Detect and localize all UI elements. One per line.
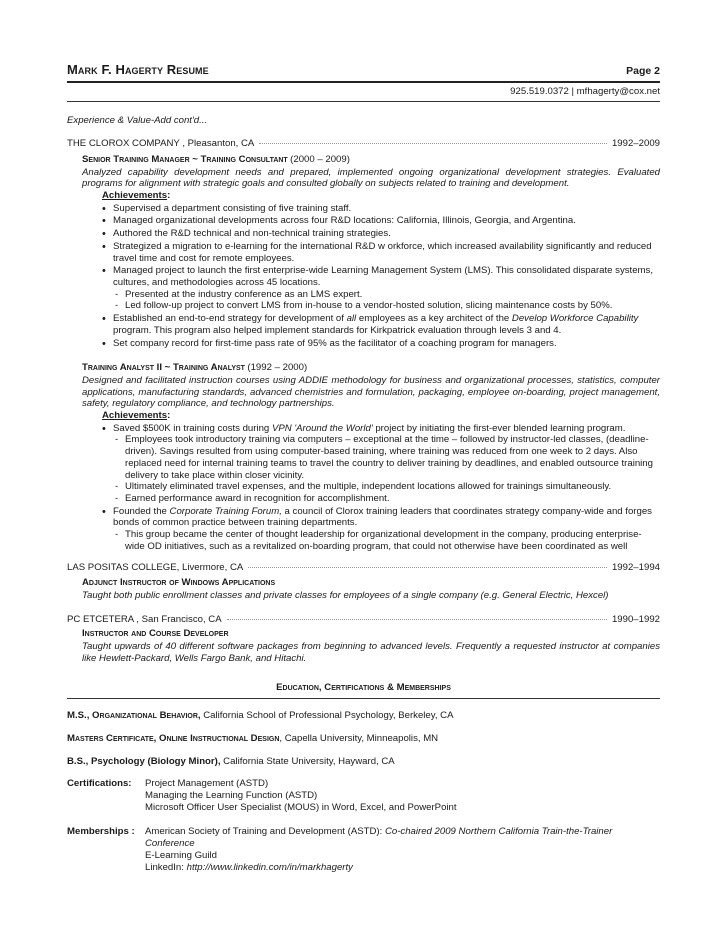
list-item: • Established an end-to-end strategy for development of all employees as a key architect of the Develop Workforce Capability program. This program also helped implement standards for Kirkpatrick evaluation through levels 3 and 4. — [102, 313, 660, 336]
list-item: E-Learning Guild — [145, 850, 217, 862]
sub-list — [113, 434, 660, 504]
sub-item: - This group became the center of thought leadership for organizational development in the company, producing enterprise-wide OD initiatives, such as a revitalized on-boarding program, that could not otherwise have been coordinated as well — [113, 529, 660, 552]
role-adjunct-instructor — [82, 577, 660, 601]
dot-leader — [248, 567, 607, 568]
education-heading: Education, Certifications & Memberships — [67, 682, 660, 699]
degree-ms: M.S., Organizational Behavior, California School of Professional Psychology, Berkeley, CA — [67, 710, 454, 722]
degree-masters-certificate: Masters Certificate, Online Instructional Design, Capella University, Minneapolis, MN — [67, 732, 439, 744]
memberships-list — [145, 826, 660, 874]
experience-intro: Experience & Value-Add cont'd... — [67, 114, 208, 126]
role-title: Senior Training Manager ~ Training Consultant (2000 – 2009) — [82, 153, 350, 165]
list-item: Microsoft Officer User Specialist (MOUS) in Word, Excel, and PowerPoint — [145, 802, 457, 814]
resume-page — [67, 62, 660, 874]
role-description: Designed and facilitated instruction courses using ADDIE methodology for business and organizational processes, statistics, computer applications, manufacturing standards, advanced chemistries and formulation, packaging, employee on-boarding, project management, safety, regulatory compliance, and technology partnerships. — [82, 374, 660, 410]
role-title: Instructor and Course Developer — [82, 628, 229, 640]
page-number: Page 2 — [626, 65, 660, 77]
list-item: • Authored the R&D technical and non-technical training strategies. — [102, 228, 660, 240]
list-item: LinkedIn: http://www.linkedin.com/in/markhagerty — [145, 862, 353, 874]
list-item: • Supervised a department consisting of five training staff. — [102, 203, 660, 215]
achievements-heading: Achievements: — [102, 190, 171, 202]
company-las-positas — [67, 562, 660, 574]
sub-item: - Presented at the industry conference as an LMS expert. — [113, 289, 660, 301]
company-years: 1990–1992 — [611, 613, 660, 625]
list-item: • Managed organizational developments across four R&D locations: California, Illinois, Georgia, and Argentina. — [102, 215, 660, 227]
company-name: THE CLOROX COMPANY , Pleasanton, CA — [67, 138, 255, 150]
list-item: American Society of Training and Development (ASTD): Co-chaired 2009 Northern California Train-the-Trainer Conference — [145, 826, 613, 850]
linkedin-link[interactable]: http://www.linkedin.com/in/markhagerty — [186, 862, 353, 874]
role-description: Taught both public enrollment classes and private classes for employees of a single company (e.g. General Electric, Hexcel) — [82, 589, 609, 601]
role-instructor-developer — [82, 628, 660, 664]
achievements-list — [102, 423, 660, 553]
list-item: • Set company record for first-time pass rate of 95% as the facilitator of a coaching program for managers. — [102, 338, 660, 350]
certifications-list — [145, 778, 457, 814]
sub-list — [113, 529, 660, 552]
sub-item: - Ultimately eliminated travel expenses, and the multiple, independent locations allowed for trainings simultaneously. — [113, 481, 660, 493]
achievements-list — [102, 203, 660, 349]
memberships — [67, 826, 660, 874]
list-item: Project Management (ASTD) — [145, 778, 269, 790]
list-item: • Strategized a migration to e-learning for the international R&D w orkforce, which increased availability significantly and reduced travel time and cost for remote employees. — [102, 241, 660, 264]
dot-leader — [259, 143, 607, 144]
sub-item: - Earned performance award in recognition for accomplishment. — [113, 493, 660, 505]
company-clorox — [67, 138, 660, 150]
sub-item: - Employees took introductory training via computers – exceptional at the time – followed by instructor-led classes, (deadline-driven). Savings resulted from using computer-based training, where training was reduced from one week to 2 days. Also replaced need for internal training teams to travel the country to deliver training by deadlines, and enabled outsource training delivery to take place within closer vicinity. — [113, 434, 660, 481]
company-pc-etcetera — [67, 614, 660, 626]
certifications-label: Certifications: — [67, 778, 132, 790]
resume-header — [67, 62, 660, 78]
sub-item: - Led follow-up project to convert LMS from in-house to a vendor-hosted solution, slicing maintenance costs by 50%. — [113, 300, 660, 312]
role-training-analyst — [82, 362, 660, 552]
list-item: Managing the Learning Function (ASTD) — [145, 790, 318, 802]
role-title: Training Analyst II ~ Training Analyst (1992 – 2000) — [82, 362, 308, 374]
achievements-heading: Achievements: — [102, 410, 171, 422]
memberships-label: Memberships : — [67, 826, 135, 838]
sub-list — [113, 289, 660, 312]
dot-leader — [227, 619, 607, 620]
degree-bs: B.S., Psychology (Biology Minor), California State University, Hayward, CA — [67, 755, 395, 767]
role-title: Adjunct Instructor of Windows Applications — [82, 577, 276, 589]
role-description: Taught upwards of 40 different software packages from beginning to advanced levels. Frequently a requested instructor at companies like Hewlett-Packard, Wells Fargo Bank, and Hitachi. — [82, 640, 660, 664]
contact-rule — [67, 101, 660, 102]
header-rule — [67, 81, 660, 83]
company-name: PC ETCETERA , San Francisco, CA — [67, 613, 222, 625]
contact-line: 925.519.0372 | mfhagerty@cox.net — [510, 85, 660, 97]
company-years: 1992–2009 — [611, 138, 660, 150]
list-item: • Managed project to launch the first enterprise-wide Learning Management System (LMS). This consolidated disparate systems, cultures, and methodologies across 45 locations. - Presented at the industry conference as an LMS expert. - Led follow-up project to convert LMS from in-house to a vendor-hosted solution, slicing maintenance costs by 50%. — [102, 265, 660, 312]
list-item: • Founded the Corporate Training Forum, a council of Clorox training leaders that coordinates strategy company-wide and forges bonds of common practice between training departments. - This group became the center of thought leadership for organizational development in the company, producing enterprise-wide OD initiatives, such as a revitalized on-boarding program, that could not otherwise have been coordinated as well — [102, 506, 660, 553]
certifications — [67, 778, 660, 814]
company-name: LAS POSITAS COLLEGE, Livermore, CA — [67, 562, 244, 574]
company-years: 1992–1994 — [611, 562, 660, 574]
role-senior-training-manager — [82, 154, 660, 349]
list-item: • Saved $500K in training costs during VPN 'Around the World' project by initiating the first-ever blended learning program. - Employees took introductory training via computers – exceptional at the time – followed by instructor-led classes, (deadline-driven). Savings resulted from using computer-based training, where training was reduced from one week to 2 days. Also replaced need for internal training teams to travel the country to deliver training by deadlines, and enabled outsource training delivery to take place within closer vicinity. - Ultimately eliminated travel expenses, and the multiple, independent locations allowed for trainings simultaneously. - Earned performance award in recognition for accomplishment. — [102, 423, 660, 505]
resume-name: Mark F. Hagerty Resume — [67, 62, 209, 77]
role-description: Analyzed capability development needs and prepared, implemented ongoing organizational development strategies. Evaluated programs for alignment with strategic goals and consulted globally on subjects related to training and development. — [82, 166, 660, 190]
